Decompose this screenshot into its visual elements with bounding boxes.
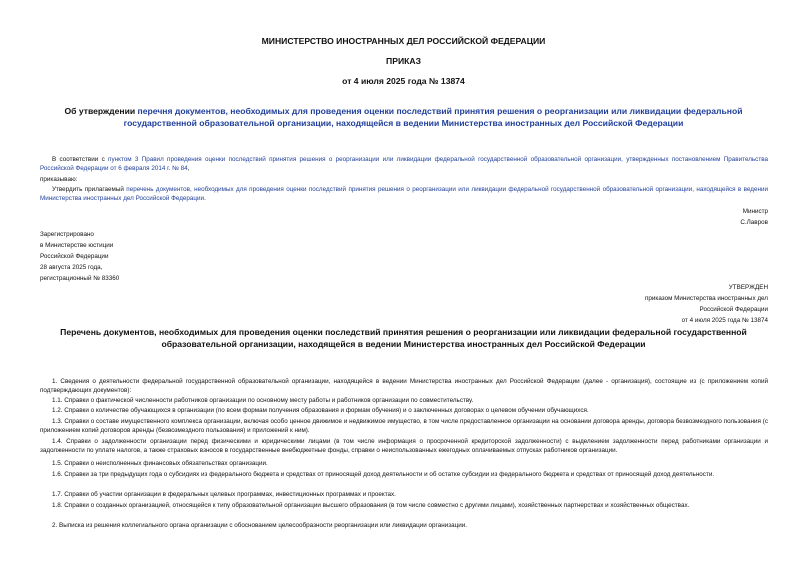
list-title: Перечень документов, необходимых для проведения оценки последствий принятия решения о реорганизации или ликвидации федеральной государственной образовательной организации, находящейся в ведении Министерства иностранных дел Российской Федерации xyxy=(60,327,747,349)
title-link[interactable]: перечня документов, необходимых для проведения оценки последствий принятия решения о реорганизации или ликвидации федеральной государственной образовательной организации, находящейся в ведении Министерства иностранных дел Российской Федерации xyxy=(123,106,743,128)
registration-line-3: Российской Федерации xyxy=(40,253,109,260)
registration-line-1: Зарегистрировано xyxy=(40,231,94,238)
list-item-1-2: 1.2. Справки о количестве обучающихся в организации (по всем формам получения образования и формам обучения) и о заключенных договорах о целевом обучении обучающихся. xyxy=(52,407,589,414)
list-item-1-7: 1.7. Справки об участии организации в федеральных целевых программах, инвестиционных программах и проектах. xyxy=(52,491,396,498)
document-title xyxy=(40,105,767,129)
signature-position: Министр xyxy=(742,208,768,215)
list-item-1-6: 1.6. Справки за три предыдущих года о субсидиях из федерального бюджета и средствах от приносящей доход деятельности и об остатке субсидии из федерального бюджета и средствах от приносящей доход деятельности. xyxy=(52,471,715,478)
doc-type-heading: ПРИКАЗ xyxy=(386,56,421,66)
list-link[interactable]: перечень документов, необходимых для проведения оценки последствий принятия решения о реорганизации или ликвидации федеральной государственной образовательной организации, находящейся в ведении Министерства иностранных дел Российской Федерации xyxy=(40,186,768,203)
ministry-heading: МИНИСТЕРСТВО ИНОСТРАННЫХ ДЕЛ РОССИЙСКОЙ ФЕДЕРАЦИИ xyxy=(261,36,546,46)
list-item-1-5: 1.5. Справки о неисполненных финансовых обязательствах организации. xyxy=(52,460,268,467)
list-item-1: 1. Сведения о деятельности федеральной государственной образовательной организации, находящейся в ведении Министерства иностранных дел Российской Федерации (далее - организация), состоящие из (с приложением копий подтверждающих документов): xyxy=(40,378,768,395)
doc-date-number: от 4 июля 2025 года № 13874 xyxy=(342,76,465,86)
preamble-paragraph-2: Утвердить прилагаемый перечень документов, необходимых для проведения оценки последствий принятия решения о реорганизации или ликвидации федеральной государственной образовательной организации, находящейся в ведении Министерства иностранных дел Российской Федерации. xyxy=(40,186,768,203)
orders-text: приказываю: xyxy=(40,176,78,183)
registration-line-4: 28 августа 2025 года, xyxy=(40,264,103,271)
list-item-1-3: 1.3. Справки о составе имущественного комплекса организации, включая особо ценное движимое и недвижимое имущество, в том числе предоставленное организации на основании договора аренды, договора безвозмездного пользования (с приложением копий договоров аренды (безвозмездного пользования) и приложений к ним). xyxy=(40,418,768,435)
registration-line-2: в Министерстве юстиции xyxy=(40,242,114,249)
approved-line-1: УТВЕРЖДЕН xyxy=(728,284,768,291)
preamble-text: В соответствии с xyxy=(52,156,109,163)
list-item-2: 2. Выписка из решения коллегиального органа организации с обоснованием целесообразности реорганизации или ликвидации организации. xyxy=(52,522,467,529)
list-item-1-1: 1.1. Справки о фактической численности работников организации по основному месту работы и работников организации по совместительству. xyxy=(52,397,474,404)
preamble-paragraph-1: В соответствии с пунктом 3 Правил проведения оценки последствий принятия решения о реорганизации или ликвидации федеральной государственной образовательной организации, утвержденных постановлением Правительства Российской Федерации от 6 февраля 2014 г. № 84, xyxy=(40,156,768,173)
registration-line-5: регистрационный № 83360 xyxy=(40,275,120,282)
list-item-1-8: 1.8. Справки о созданных организацией, относящейся к типу образовательной организации высшего образования (в том числе совместно с другими лицами), хозяйственных партнерствах и хозяйственных обществах. xyxy=(52,502,690,509)
approved-line-3: Российской Федерации xyxy=(699,306,768,313)
title-prefix: Об утверждении xyxy=(64,106,138,116)
approved-line-4: от 4 июля 2025 года № 13874 xyxy=(681,317,768,324)
resolution-link[interactable]: пунктом 3 Правил проведения оценки последствий принятия решения о реорганизации или ликвидации федеральной государственной образовательной организации, утвержденных постановлением Правительства Российской Федерации от 6 февраля 2014 г. № 84 xyxy=(40,156,768,173)
list-item-1-4: 1.4. Справки о задолженности организации перед физическими и юридическими лицами (в том числе информация о просроченной кредиторской задолженности) с выделением задолженности перед работниками организации и задолженности по уплате налогов, а также страховых взносов в государственные внебюджетные фонды, справки о неиспользованных ежегодных оплачиваемых отпусках работников организации. xyxy=(40,438,768,455)
signature-name: С.Лавров xyxy=(740,219,768,226)
approved-line-2: приказом Министерства иностранных дел xyxy=(645,295,768,302)
